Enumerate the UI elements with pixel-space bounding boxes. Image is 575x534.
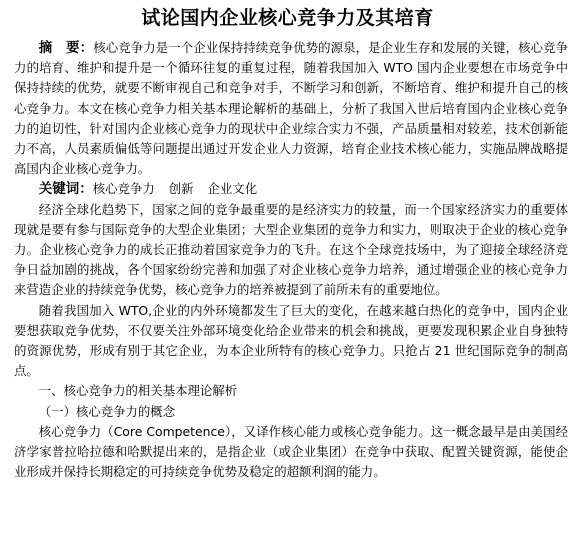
keyword-item: 创新 bbox=[168, 181, 194, 197]
section-heading: 一、核心竞争力的相关基本理论解析 bbox=[38, 383, 238, 399]
keywords-label: 关键词： bbox=[38, 181, 93, 198]
body-paragraph-1: 经济全球化趋势下，国家之间的竞争最重要的是经济实力的较量，而一个国家经济实力的重要体现就是要有参与国际竞争的大型企业集团；大型企业集团的竞争力和实力，则取决于企业的核心竞争力。企业核心竞争力的成长正推动着国家竞争力的飞升。在这个全球竞技场中，为了迎接全球经济竞争日益加剧的挑战，各个国家纷纷完善和加强了对企业核心竞争力培养，通过增强企业的核心竞争力来营造企业的持续竞争优势，核心竞争力的培养被提到了前所未有的重要地位。 bbox=[14, 201, 568, 298]
abstract-label: 摘 要： bbox=[38, 40, 94, 56]
keywords-line bbox=[14, 179, 568, 199]
abstract-paragraph bbox=[14, 38, 568, 179]
sub-heading: （一）核心竞争力的概念 bbox=[38, 403, 176, 419]
document-title: 试论国内企业核心竞争力及其培育 bbox=[141, 7, 434, 29]
keyword-item: 核心竞争力 bbox=[92, 181, 155, 197]
keyword-item: 企业文化 bbox=[207, 181, 258, 197]
body-paragraph-2: 随着我国加入 WTO,企业的内外环境都发生了巨大的变化，在越来越白热化的竞争中，国内企业要想获取竞争优势，不仅要关注外部环境变化给企业带来的机会和挑战，更要发现积累企业自身独特的资源优势，形成有别于其它企业，为本企业所特有的核心竞争力。只抢占 21 世纪国际竞争的制高点。 bbox=[14, 302, 568, 379]
body-paragraph-3: 核心竞争力（Core Competence），又译作核心能力或核心竞争能力。这一概念最早是由美国经济学家普拉哈拉德和哈默提出来的，是指企业（或企业集团）在竞争中获取、配置关键资源，能使企业形成并保持长期稳定的可持续竞争优势及稳定的超额利润的能力。 bbox=[14, 423, 568, 480]
abstract-text: 核心竞争力是一个企业保持持续竞争优势的源泉，是企业生存和发展的关键，核心竞争力的培育、维护和提升是一个循环往复的重复过程，随着我国加入 WTO 国内企业要想在市场竞争中保持持续的优势，就要不断审视自己和竞争对手，不断学习和创新，不断培育、维护和提升自己的核心竞争力。本文在核心竞争力相关基本理论解析的基础上，分析了我国入世后培育国内企业核心竞争力的迫切性，针对国内企业核心竞争力的现状中企业综合实力不强，产品质量相对较差，技术创新能力不高，人员素质偏低等问题提出通过开发企业人力资源，培育企业技术核心能力，实施品牌战略提高国内企业核心竞争力。 bbox=[14, 40, 569, 177]
document-body bbox=[14, 38, 568, 482]
